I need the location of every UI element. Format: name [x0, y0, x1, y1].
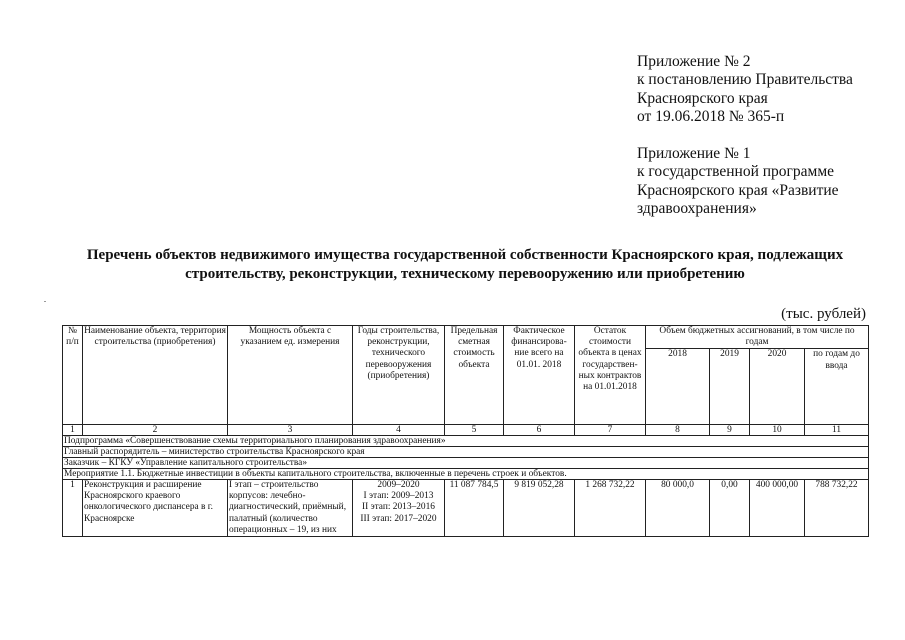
appendix-line: к постановлению Правительства — [637, 71, 853, 89]
row-2020: 400 000,00 — [750, 480, 805, 537]
title-line: строительству, реконструкции, техническому перевооружению или приобретению — [185, 265, 745, 282]
header-2018: 2018 — [646, 349, 710, 425]
column-number: 11 — [805, 425, 869, 436]
row-capacity: I этап – строительство корпусов: лечебно-диагностический, приёмный, палатный (количество операционных – 19, из них — [228, 480, 353, 537]
row-num: 1 — [63, 480, 83, 537]
customer-cell: Заказчик – КГКУ «Управление капитального строительства» — [63, 458, 869, 469]
header-2020: 2020 — [750, 349, 805, 425]
appendix-line: Красноярского края — [637, 89, 768, 107]
appendix-line: Красноярского края «Развитие — [637, 181, 839, 199]
header-actual-financing: Фактическое финансирова-ние всего на 01.01. 2018 — [504, 326, 575, 425]
column-number: 6 — [504, 425, 575, 436]
years-stage: I этап: 2009–2013 — [363, 491, 434, 502]
manager-row — [63, 447, 869, 458]
row-years — [353, 480, 445, 537]
appendix-line: Приложение № 2 — [637, 53, 751, 70]
header-by-years: по годам до ввода — [805, 349, 869, 425]
row-actual-financing: 9 819 052,28 — [504, 480, 575, 537]
column-number: 3 — [228, 425, 353, 436]
customer-row — [63, 458, 869, 469]
header-budget-group: Объем бюджетных ассигнований, в том числе по годам — [646, 326, 869, 349]
measure-cell: Мероприятие 1.1. Бюджетные инвестиции в объекты капитального строительства, включенные в перечень строек и объектов. — [63, 469, 869, 480]
column-number: 1 — [63, 425, 83, 436]
appendix-block-2 — [637, 145, 839, 219]
measure-row — [63, 469, 869, 480]
appendix-line: Приложение № 1 — [637, 145, 751, 162]
row-by-years: 788 732,22 — [805, 480, 869, 537]
header-max-cost: Предельная сметная стоимость объекта — [445, 326, 504, 425]
subprogram-row — [63, 436, 869, 447]
column-number: 4 — [353, 425, 445, 436]
header-name: Наименование объекта, территория строительства (приобретения) — [83, 326, 228, 425]
manager-cell: Главный распорядитель – министерство строительства Красноярского края — [63, 447, 869, 458]
row-remainder: 1 268 732,22 — [575, 480, 646, 537]
row-2018: 80 000,0 — [646, 480, 710, 537]
years-total: 2009–2020 — [377, 480, 420, 490]
document-title — [70, 246, 860, 283]
scan-mark — [44, 301, 46, 302]
column-number: 10 — [750, 425, 805, 436]
column-number: 9 — [710, 425, 750, 436]
objects-table — [62, 325, 869, 537]
table-row — [63, 480, 869, 537]
header-years: Годы строительства, реконструкции, технического перевооружения (приобретения) — [353, 326, 445, 425]
row-object-name: Реконструкция и расширение Красноярского краевого онкологического диспансера в г. Красноярске — [83, 480, 228, 537]
years-stage: III этап: 2017–2020 — [360, 513, 437, 524]
subprogram-cell: Подпрограмма «Совершенствование схемы территориального планирования здравоохранения» — [63, 436, 869, 447]
years-stage: II этап: 2013–2016 — [361, 502, 435, 513]
column-number: 8 — [646, 425, 710, 436]
appendix-line: здравоохранения» — [637, 200, 757, 218]
units-label: (тыс. рублей) — [781, 306, 866, 322]
row-max-cost: 11 087 784,5 — [445, 480, 504, 537]
column-number: 5 — [445, 425, 504, 436]
appendix-line: от 19.06.2018 № 365-п — [637, 108, 785, 126]
header-2019: 2019 — [710, 349, 750, 425]
column-number: 2 — [83, 425, 228, 436]
header-capacity: Мощность объекта с указанием ед. измерения — [228, 326, 353, 425]
row-2019: 0,00 — [710, 480, 750, 537]
appendix-line: к государственной программе — [637, 163, 835, 181]
table-header-row — [63, 326, 869, 349]
header-remainder: Остаток стоимости объекта в ценах государствен-ных контрактов на 01.01.2018 — [575, 326, 646, 425]
appendix-block-1 — [637, 53, 853, 127]
header-num: № п/п — [63, 326, 83, 425]
column-number-row — [63, 425, 869, 436]
column-number: 7 — [575, 425, 646, 436]
title-line: Перечень объектов недвижимого имущества государственной собственности Красноярского края, подлежащих — [86, 247, 844, 263]
